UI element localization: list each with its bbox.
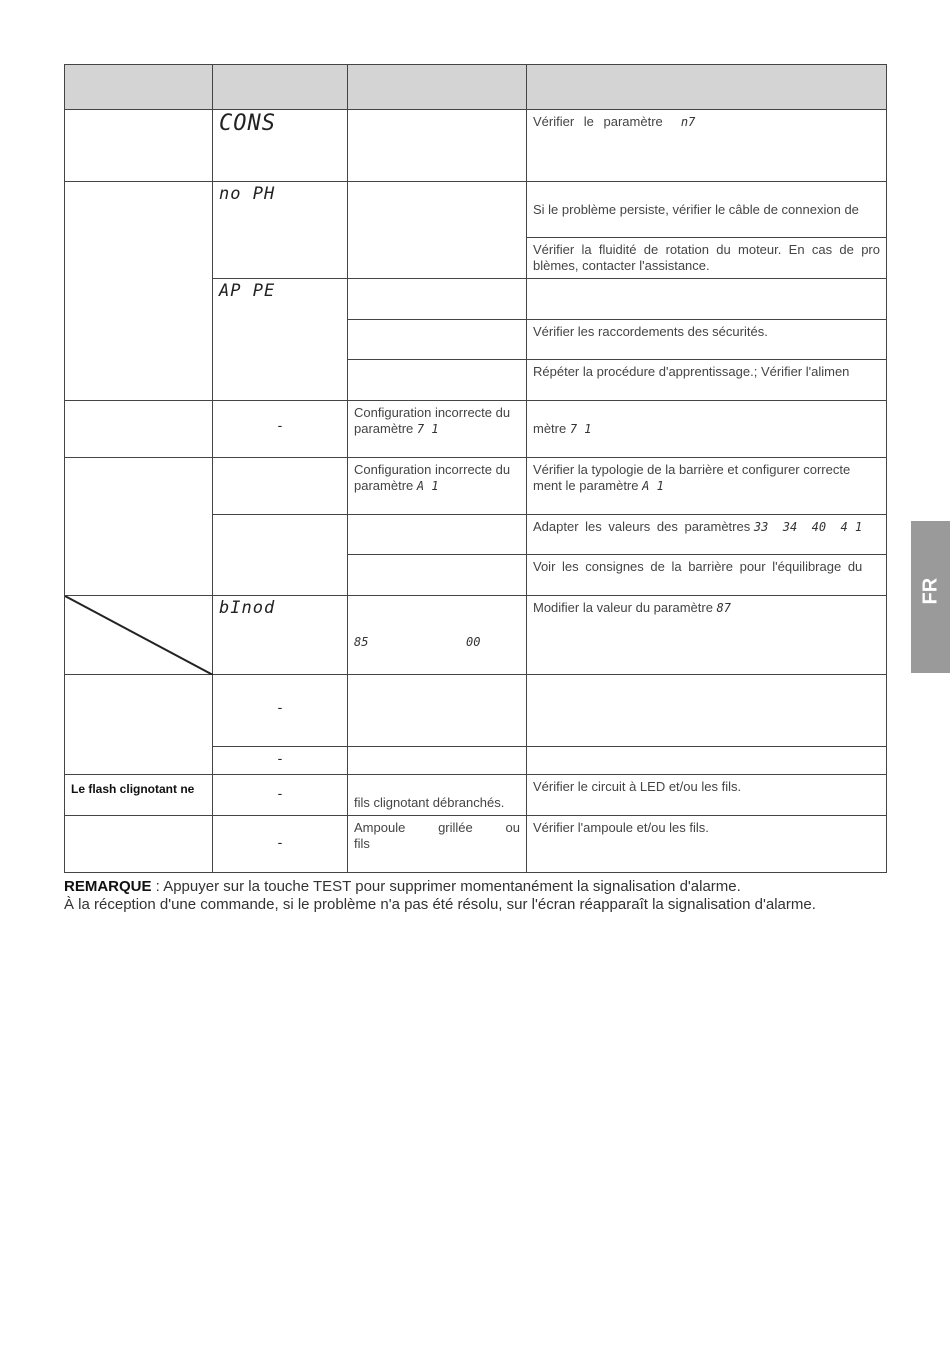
table-row [65,458,887,515]
remark-line-2: À la réception d'une commande, si le problème n'a pas été résolu, sur l'écran réapparaît la signalisation d'alarme. [64,896,816,913]
code-cell [213,515,348,596]
header-cell [527,65,887,110]
cause-cell [348,747,527,775]
cause-cell [348,596,527,675]
table-row [65,775,887,816]
language-tab-label: FR [919,577,942,605]
problem-cell [65,816,213,873]
problem-cell [65,675,213,775]
solution-text: Modifier la valeur du paramètre [533,600,713,615]
table-header-row [65,65,887,110]
code-cell [213,182,348,279]
header-cell [213,65,348,110]
solution-text: Vérifier le paramètre [533,114,663,129]
table-row [65,675,887,747]
header-cell [348,65,527,110]
solution-cell [527,747,887,775]
solution-cell [527,401,887,458]
code-cell [213,279,348,401]
cause-text: Configuration incorrecte du paramètre [354,405,511,436]
display-code: no PH [219,184,276,204]
code-cell [213,747,348,775]
table-row [65,110,887,182]
cause-cell [348,675,527,747]
code-cell [213,458,348,515]
solution-cell [527,555,887,596]
solution-cell [527,775,887,816]
param-code: n7 [680,115,696,129]
solution-cell [527,596,887,675]
param-codes: 33 34 40 4 1 [753,520,863,534]
display-code: - [277,785,283,801]
solution-text: Vérifier le circuit à LED et/ou les fils. [533,779,742,794]
solution-text: Vérifier les raccordements des sécurités. [533,324,768,339]
problem-cell-diagonal [65,596,213,675]
solution-cell [527,238,887,279]
cause-cell [348,360,527,401]
diagonal-line [65,596,213,675]
problem-cell [65,401,213,458]
display-code: - [277,750,283,766]
display-code: CONS [219,111,276,136]
param-code: 7 1 [416,422,439,436]
solution-text: Adapter les valeurs des paramètres [533,519,751,534]
solution-cell [527,182,887,238]
solution-cell [527,458,887,515]
cause-cell [348,515,527,555]
display-code: AP PE [219,281,276,301]
remark-label: REMARQUE [64,878,152,895]
cause-text: Ampoule grillée ou fils [354,820,520,851]
param-code: A 1 [642,479,664,493]
solution-text: Voir les consignes de la barrière pour l'équilibrage du [533,559,863,574]
solution-cell [527,110,887,182]
code-cell [213,596,348,675]
param-code: 87 [716,601,731,615]
solution-cell [527,816,887,873]
cause-cell [348,279,527,320]
solution-text: Vérifier l'ampoule et/ou les fils. [533,820,709,835]
param-code: 7 1 [569,422,592,436]
param-code: A 1 [416,479,439,493]
param-code: 00 [466,635,481,649]
solution-text: Vérifier la fluidité de rotation du moteur. En cas de pro blèmes, contacter l'assistance. [533,242,880,273]
problem-cell [65,775,213,816]
cause-cell [348,320,527,360]
display-code: - [277,699,283,715]
problem-cell [65,110,213,182]
solution-cell [527,515,887,555]
code-cell [213,816,348,873]
table-row [65,182,887,238]
problem-cell [65,182,213,401]
solution-cell [527,360,887,401]
cause-cell [348,816,527,873]
solution-cell [527,279,887,320]
code-cell [213,675,348,747]
table-row [65,401,887,458]
solution-text: Si le problème persiste, vérifier le câble de connexion de [533,202,859,217]
display-code: bInod [219,598,276,618]
cause-cell [348,458,527,515]
remark-line-1: : Appuyer sur la touche TEST pour supprimer momentanément la signalisation d'alarme. [151,878,741,895]
cause-cell [348,182,527,279]
solution-text: mètre [533,421,567,436]
header-cell [65,65,213,110]
cause-cell [348,555,527,596]
cause-cell [348,110,527,182]
cause-cell [348,775,527,816]
param-code: 85 [354,635,369,649]
language-tab [911,521,950,673]
cause-text: fils clignotant débranchés. [354,795,505,810]
code-cell [213,110,348,182]
cause-cell [348,401,527,458]
solution-text: Répéter la procédure d'apprentissage.; Vérifier l'alimen [533,364,850,379]
table-row [65,596,887,675]
solution-text: Vérifier la typologie de la barrière et configurer correcte ment le paramètre [533,462,851,493]
table-row [65,816,887,873]
cause-text: Configuration incorrecte du paramètre [354,462,511,493]
code-cell [213,401,348,458]
troubleshooting-table [64,64,887,873]
remark-note [64,878,904,914]
display-code: - [277,417,283,433]
problem-cell [65,458,213,596]
code-cell [213,775,348,816]
solution-cell [527,320,887,360]
problem-text: Le flash clignotant ne [71,782,195,796]
display-code: - [277,834,283,850]
solution-cell [527,675,887,747]
